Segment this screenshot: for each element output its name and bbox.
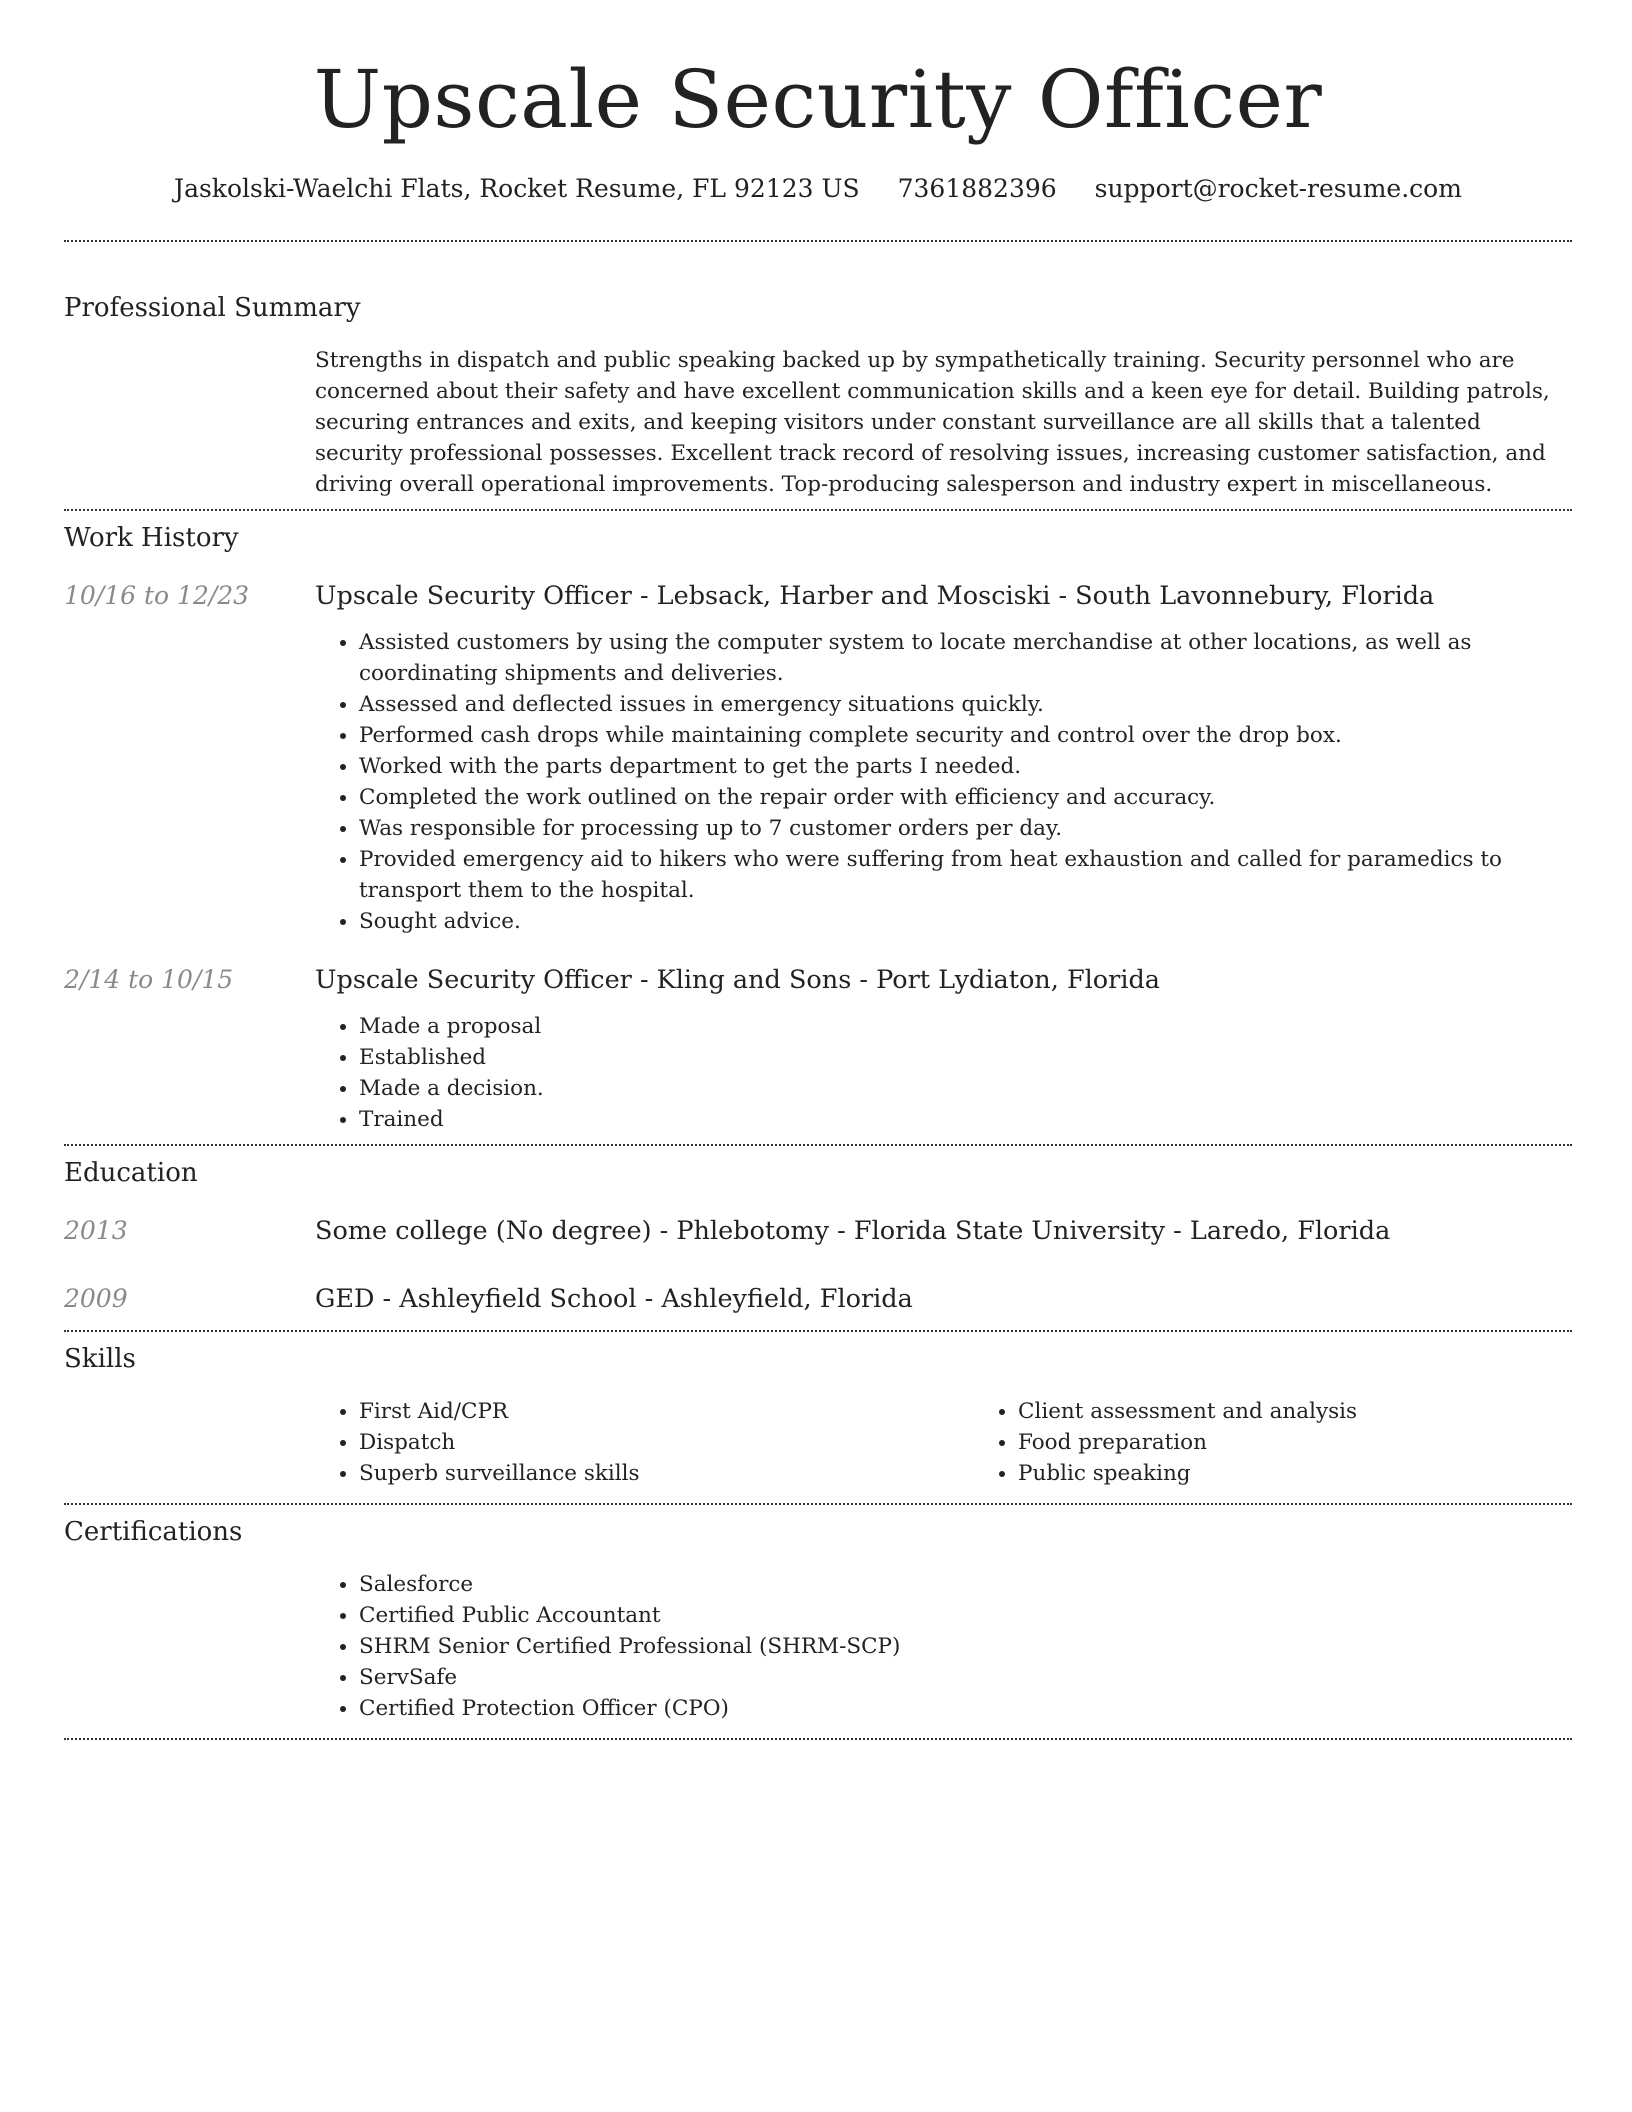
education-details: - Florida State University - Laredo, Florida bbox=[829, 1216, 1391, 1246]
education-entry bbox=[64, 1282, 1572, 1316]
certifications-section bbox=[64, 1515, 1572, 1724]
list-item: • Trained bbox=[359, 1104, 1572, 1135]
list-item: • SHRM Senior Certified Professional (SHRM-SCP) bbox=[359, 1631, 1572, 1662]
divider bbox=[64, 240, 1572, 242]
job-details: - Lebsack, Harber and Mosciski - South Lavonnebury, Florida bbox=[631, 581, 1435, 611]
list-item: • Worked with the parts department to get the parts I needed. bbox=[359, 751, 1572, 782]
education-details: - Ashleyfield School - Ashleyfield, Florida bbox=[374, 1284, 913, 1314]
education-entry bbox=[64, 1214, 1572, 1248]
section-title-education: Education bbox=[64, 1158, 198, 1188]
job-bullets bbox=[315, 627, 1572, 937]
list-item: • Was responsible for processing up to 7 customer orders per day. bbox=[359, 813, 1572, 844]
section-title-certifications: Certifications bbox=[64, 1517, 243, 1547]
contact-email: support@rocket-resume.com bbox=[1094, 174, 1462, 203]
section-title-skills: Skills bbox=[64, 1344, 136, 1374]
list-item: • Provided emergency aid to hikers who were suffering from heat exhaustion and called for paramedics to transport them to the hospital. bbox=[359, 844, 1572, 906]
divider bbox=[64, 509, 1572, 511]
list-item: • Salesforce bbox=[359, 1569, 1572, 1600]
education-section bbox=[64, 1156, 1572, 1316]
section-title-summary: Professional Summary bbox=[64, 293, 361, 323]
contact-phone: 7361882396 bbox=[897, 174, 1057, 203]
list-item: • Food preparation bbox=[1018, 1427, 1632, 1458]
skills-list bbox=[974, 1396, 1632, 1489]
contact-address: Jaskolski-Waelchi Flats, Rocket Resume, FL 92123 US bbox=[174, 174, 860, 203]
list-item: • Public speaking bbox=[1018, 1458, 1632, 1489]
divider bbox=[64, 1144, 1572, 1146]
list-item: • Performed cash drops while maintaining complete security and control over the drop box. bbox=[359, 720, 1572, 751]
list-item: • Assisted customers by using the computer system to locate merchandise at other locations, as well as coordinating shipments and deliveries. bbox=[359, 627, 1572, 689]
job-role: Upscale Security Officer bbox=[315, 965, 632, 995]
list-item: • Completed the work outlined on the repair order with efficiency and accuracy. bbox=[359, 782, 1572, 813]
job-entry bbox=[64, 963, 1572, 1135]
divider bbox=[64, 1330, 1572, 1332]
list-item: • Dispatch bbox=[359, 1427, 974, 1458]
list-item: • Established bbox=[359, 1042, 1572, 1073]
education-year: 2013 bbox=[64, 1216, 128, 1245]
job-dates: 2/14 to 10/15 bbox=[64, 965, 234, 994]
list-item: • Made a decision. bbox=[359, 1073, 1572, 1104]
resume-page bbox=[64, 0, 1572, 1740]
education-title bbox=[315, 1214, 1572, 1248]
list-item: • Made a proposal bbox=[359, 1011, 1572, 1042]
list-item: • First Aid/CPR bbox=[359, 1396, 974, 1427]
divider bbox=[64, 1503, 1572, 1505]
list-item: • Certified Public Accountant bbox=[359, 1600, 1572, 1631]
job-bullets bbox=[315, 1011, 1572, 1135]
skills-list bbox=[315, 1396, 974, 1489]
work-history-section bbox=[64, 521, 1572, 1135]
list-item: • Certified Protection Officer (CPO) bbox=[359, 1693, 1572, 1724]
contact-line bbox=[64, 172, 1572, 206]
list-item: • Superb surveillance skills bbox=[359, 1458, 974, 1489]
job-dates: 10/16 to 12/23 bbox=[64, 581, 250, 610]
summary-text: Strengths in dispatch and public speaking backed up by sympathetically training. Security personnel who are concerned about their safety and have excellent communication skills and a keen eye for detail. Building patrols, securing entrances and exits, and keeping visitors under constant surveillance are all skills that a talented security professional possesses. Excellent track record of resolving issues, increasing customer satisfaction, and driving overall operational improvements. Top-producing salesperson and industry expert in miscellaneous. bbox=[315, 348, 1550, 497]
job-role: Upscale Security Officer bbox=[315, 581, 632, 611]
summary-section bbox=[64, 291, 1572, 500]
skills-section bbox=[64, 1342, 1572, 1489]
candidate-name: Upscale Security Officer bbox=[313, 53, 1323, 146]
list-item: • Client assessment and analysis bbox=[1018, 1396, 1632, 1427]
job-title bbox=[315, 579, 1572, 613]
list-item: • Assessed and deflected issues in emergency situations quickly. bbox=[359, 689, 1572, 720]
list-item: • Sought advice. bbox=[359, 906, 1572, 937]
job-entry bbox=[64, 579, 1572, 937]
education-degree: GED bbox=[315, 1284, 375, 1314]
education-degree: Some college (No degree) - Phlebotomy bbox=[315, 1216, 830, 1246]
job-title bbox=[315, 963, 1572, 997]
education-title bbox=[315, 1282, 1572, 1316]
section-title-work: Work History bbox=[64, 523, 239, 553]
education-year: 2009 bbox=[64, 1284, 128, 1313]
list-item: • ServSafe bbox=[359, 1662, 1572, 1693]
certifications-list bbox=[315, 1569, 1572, 1724]
divider bbox=[64, 1738, 1572, 1740]
job-details: - Kling and Sons - Port Lydiaton, Florida bbox=[631, 965, 1161, 995]
